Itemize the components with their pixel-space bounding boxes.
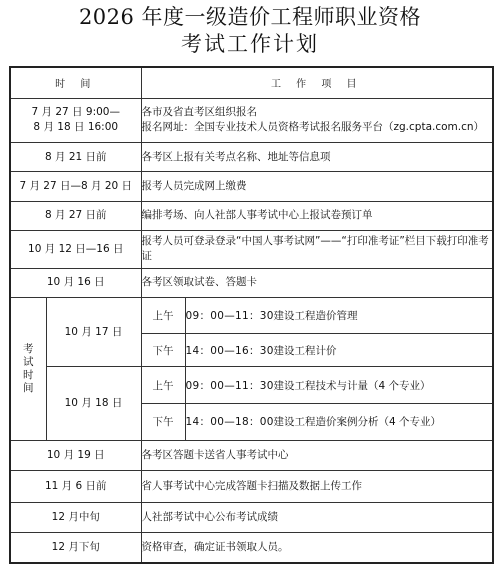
document-title	[0, 4, 500, 58]
row-date: 11 月 6 日前	[10, 471, 141, 502]
title-line-1: 2026 年度一级造价工程师职业资格	[78, 5, 422, 29]
row-work: 报考人员可登录登录“中国人事考试网”——“打印准考证”栏目下载打印准考证	[141, 231, 493, 269]
table-row	[10, 533, 493, 564]
row-work: 各考区领取试卷、答题卡	[141, 268, 493, 297]
session-period: 上午	[141, 367, 185, 404]
header-time: 时 间	[10, 67, 141, 98]
session-time: 14：00—18：00	[185, 416, 274, 429]
row-date: 10 月 12 日—16 日	[10, 231, 141, 269]
row-work: 各考区上报有关考点名称、地址等信息项	[141, 142, 493, 171]
table-row	[10, 98, 493, 142]
row-work: 省人事考试中心完成答题卡扫描及数据上传工作	[141, 471, 493, 502]
session-detail	[185, 367, 493, 404]
session-time: 09：00—11：30	[185, 309, 274, 322]
row-date: 12 月下旬	[10, 533, 141, 564]
table-row	[10, 142, 493, 171]
table-row	[10, 471, 493, 502]
exam-day-date: 10 月 18 日	[46, 367, 141, 440]
row-date: 12 月中旬	[10, 502, 141, 532]
row-date: 10 月 16 日	[10, 268, 141, 297]
session-time: 14：00—16：30	[185, 344, 274, 357]
row-work: 各市及省直考区组织报名 报名网址：全国专业技术人员资格考试报名服务平台（zg.cpta.com.cn）	[141, 98, 493, 142]
row-date: 7 月 27 日—8 月 20 日	[10, 172, 141, 201]
session-detail	[185, 298, 493, 334]
table-header-row	[10, 67, 493, 98]
table-row	[10, 502, 493, 532]
session-subject: 建设工程造价案例分析（4 个专业）	[273, 416, 442, 429]
row-work: 各考区答题卡送省人事考试中心	[141, 440, 493, 470]
exam-session-row	[10, 367, 493, 404]
session-period: 下午	[141, 333, 185, 367]
row-date: 8 月 21 日前	[10, 142, 141, 171]
row-work: 报考人员完成网上缴费	[141, 172, 493, 201]
session-subject: 建设工程计价	[273, 344, 337, 357]
session-time: 09：00—11：30	[185, 379, 274, 392]
session-detail	[185, 404, 493, 441]
row-date: 7 月 27 日 9:00— 8 月 18 日 16:00	[10, 98, 141, 142]
table-row	[10, 440, 493, 470]
session-period: 上午	[141, 298, 185, 334]
session-subject: 建设工程造价管理	[273, 309, 358, 322]
title-line-2: 考试工作计划	[181, 32, 319, 56]
session-subject: 建设工程技术与计量（4 个专业）	[273, 379, 431, 392]
row-work: 资格审查，确定证书领取人员。	[141, 533, 493, 564]
row-date: 8 月 27 日前	[10, 201, 141, 230]
table-row	[10, 231, 493, 269]
table-row	[10, 201, 493, 230]
session-detail	[185, 333, 493, 367]
header-work-item: 工 作 项 目	[141, 67, 493, 98]
row-date: 10 月 19 日	[10, 440, 141, 470]
exam-session-row	[10, 298, 493, 334]
exam-day-date: 10 月 17 日	[46, 298, 141, 367]
table-row	[10, 172, 493, 201]
table-row	[10, 268, 493, 297]
row-work: 人社部考试中心公布考试成绩	[141, 502, 493, 532]
exam-time-label	[10, 298, 46, 441]
exam-time-label-text: 考试时间	[23, 342, 34, 394]
session-period: 下午	[141, 404, 185, 441]
exam-schedule-table	[9, 66, 494, 564]
row-work: 编排考场、向人社部人事考试中心上报试卷预订单	[141, 201, 493, 230]
